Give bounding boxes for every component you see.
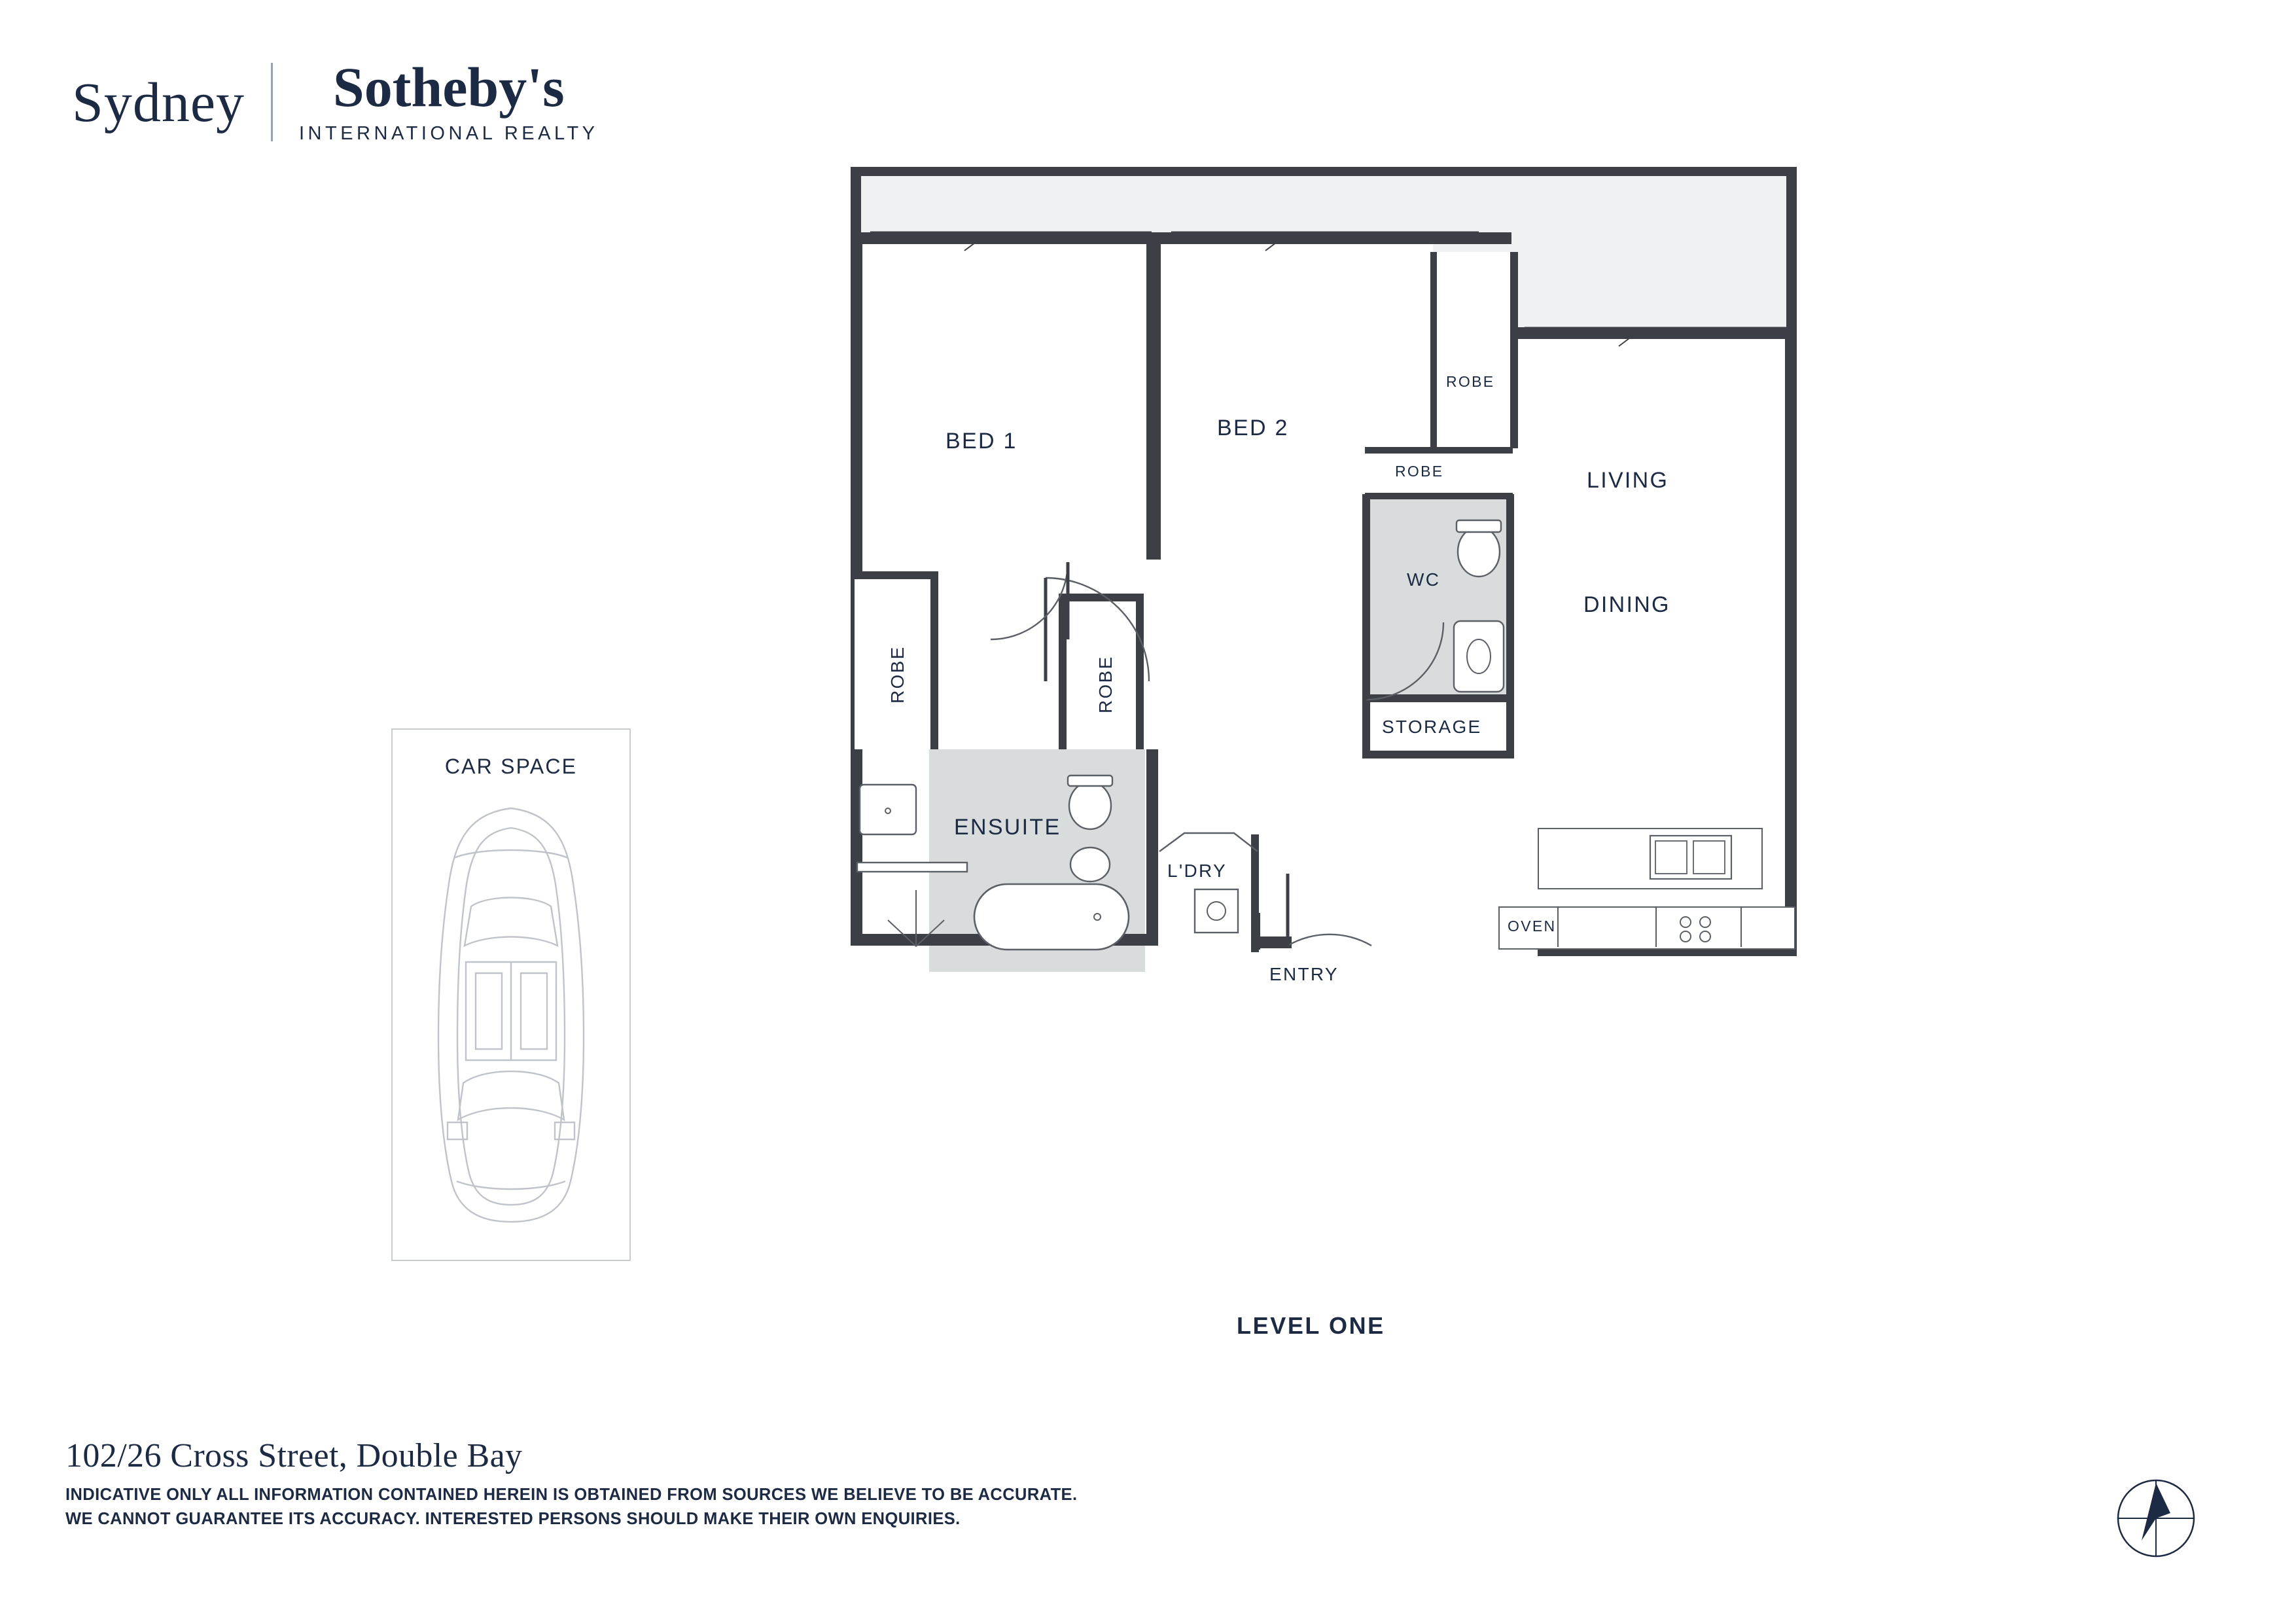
disclaimer-line-2: WE CANNOT GUARANTEE ITS ACCURACY. INTERESTED PERSONS SHOULD MAKE THEIR OWN ENQUIRIES. [65, 1509, 961, 1528]
property-address: 102/26 Cross Street, Double Bay [65, 1437, 523, 1474]
label-bed1: BED 1 [945, 429, 1017, 454]
label-entry: ENTRY [1269, 964, 1339, 984]
brand-logo [72, 56, 599, 145]
room-robe-bed2-side [1433, 252, 1518, 448]
car-space-label: CAR SPACE [444, 755, 578, 778]
label-robe-hall: ROBE [1395, 463, 1444, 480]
wall-robe-bed1-right [930, 571, 938, 751]
wall-storage-bottom [1362, 751, 1514, 758]
label-oven: OVEN [1508, 918, 1557, 935]
label-wc: WC [1407, 569, 1441, 590]
window-bed1 [870, 230, 1027, 256]
door-wc [1362, 618, 1447, 704]
brand-tagline: INTERNATIONAL REALTY [299, 123, 599, 144]
laundry-appliance-icon [1192, 887, 1245, 939]
wall-balcony-top [851, 167, 1796, 176]
compass-icon [2110, 1472, 2202, 1564]
floor-plan [844, 167, 1943, 1293]
label-living: LIVING [1587, 468, 1669, 493]
wall-balcony-left [851, 167, 861, 232]
laundry-cupboard-door [1156, 829, 1260, 855]
wall-storage-left [1362, 701, 1370, 757]
label-ensuite: ENSUITE [954, 815, 1061, 840]
basin-wc-icon [1451, 618, 1510, 697]
footer [65, 1436, 1077, 1531]
wall-bed12-divider [1146, 232, 1161, 560]
room-bed1 [855, 239, 1149, 579]
toilet-ensuite-icon [1060, 776, 1125, 893]
door-bed1 [987, 558, 1072, 643]
label-bed2: BED 2 [1217, 416, 1289, 440]
label-robe-bed1: ROBE [887, 645, 908, 704]
bathtub-icon [972, 880, 1135, 959]
wall-robe-bed1-top [851, 571, 938, 579]
brand-divider [271, 63, 273, 141]
window-bed2 [1171, 230, 1335, 256]
label-dining: DINING [1583, 592, 1670, 617]
car-space-box [391, 728, 631, 1261]
vanity-ensuite-icon [857, 782, 929, 854]
kitchen-bench-div-2 [1655, 906, 1657, 947]
window-living-b [1655, 325, 1796, 351]
wall-right-outer [1785, 327, 1797, 955]
car-illustration [393, 730, 629, 1260]
wall-robe-hall-bottom [1365, 493, 1513, 499]
label-robe-hall-vert: ROBE [1095, 655, 1116, 713]
cooktop-icon [1674, 913, 1720, 944]
label-laundry: L'DRY [1167, 861, 1227, 881]
toilet-wc-icon [1453, 520, 1511, 592]
kitchen-sink-icon [1649, 834, 1734, 882]
wall-entry-stub [1251, 913, 1260, 950]
door-entry [1284, 874, 1375, 952]
shower-screen-icon [857, 857, 975, 883]
label-robe-bed2-side: ROBE [1446, 373, 1495, 390]
kitchen-bench-div-1 [1557, 906, 1559, 947]
window-bed1-b [1008, 230, 1158, 256]
wall-storage-right [1506, 701, 1514, 757]
level-label: LEVEL ONE [1237, 1312, 1385, 1339]
label-storage: STORAGE [1382, 717, 1482, 737]
wall-robe-bed2-left [1430, 252, 1437, 448]
disclaimer-line-1: INDICATIVE ONLY ALL INFORMATION CONTAINED HEREIN IS OBTAINED FROM SOURCES WE BELIEVE TO BE ACCURATE. [65, 1486, 1078, 1504]
brand-name: Sotheby's [332, 56, 565, 118]
brand-city: Sydney [72, 70, 245, 134]
wall-robe-hall-top [1365, 447, 1513, 454]
shower-drain-icon [880, 883, 952, 962]
kitchen-bench-div-3 [1740, 906, 1742, 947]
